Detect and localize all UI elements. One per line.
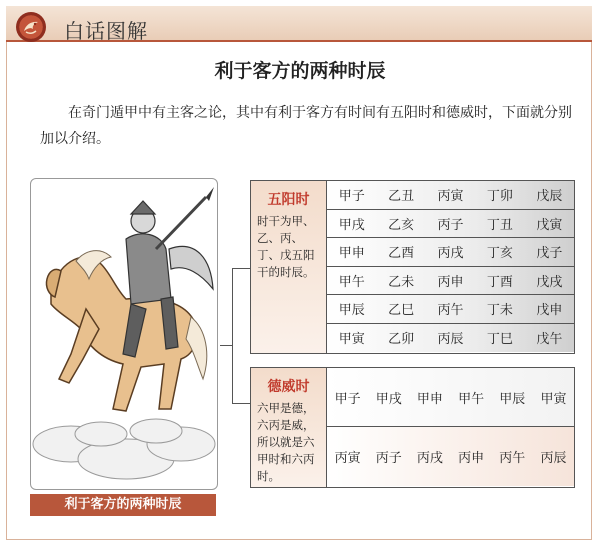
table-cell: 乙丑 [388,189,415,205]
table-cell: 丙寅 [437,189,464,205]
table-cell: 丁未 [486,303,513,319]
table-row [327,267,574,296]
table-cell: 乙卯 [388,332,415,348]
table-cell: 乙巳 [388,303,415,319]
table-cell: 甲子 [338,189,365,205]
table-cell: 丁巳 [486,332,513,348]
table-cell: 甲寅 [338,332,365,348]
table-cell: 甲寅 [540,391,567,407]
table-cell: 甲子 [334,391,361,407]
warrior-horse-illustration [30,178,218,490]
table-row [327,210,574,239]
table-cell: 丁酉 [486,274,513,290]
table-cell: 甲辰 [338,303,365,319]
table-cell: 甲午 [458,391,485,407]
table-cell: 乙酉 [388,246,415,262]
table-cell: 乙亥 [388,217,415,233]
table-cell: 戊寅 [536,217,563,233]
table-cell: 丙辰 [437,332,464,348]
connector-line [220,345,232,346]
table-cell: 戊子 [536,246,563,262]
wuyang-table [327,181,574,353]
wuyang-label-cell [251,181,327,353]
table-cell: 丙子 [437,217,464,233]
section-title: 白话图解 [64,19,148,43]
connector-line [232,268,233,403]
table-cell: 甲申 [416,391,443,407]
table-cell: 丙戌 [437,246,464,262]
table-row [327,295,574,324]
table-cell: 丙辰 [540,451,567,466]
header-bar [6,6,592,42]
dewei-label-cell [251,368,327,487]
table-cell: 乙未 [388,274,415,290]
dewei-description: 六甲是德，六丙是威，所以就是六甲时和六丙时。 [257,401,315,483]
table-cell: 甲申 [338,246,365,262]
table-row [327,238,574,267]
table-cell: 戊申 [536,303,563,319]
table-row [327,368,574,427]
table-cell: 丙午 [437,303,464,319]
wuyang-title: 五阳时 [267,192,310,208]
connector-line [232,403,250,404]
table-row [327,324,574,353]
table-cell: 戊戌 [536,274,563,290]
illustration-caption: 利于客方的两种时辰 [30,494,216,516]
table-cell: 丙申 [437,274,464,290]
table-cell: 丁丑 [486,217,513,233]
table-cell: 丙戌 [416,451,443,466]
dewei-panel [250,367,575,488]
phoenix-logo-icon [16,12,46,42]
table-cell: 丙申 [458,451,485,466]
table-cell: 丙午 [499,451,526,466]
intro-paragraph: 在奇门遁甲中有主客之论，其中有利于客方有时间有五阳时和德威时，下面就分别加以介绍。 [40,105,572,147]
dewei-table [327,368,574,487]
wuyang-description: 时干为甲、乙、丙、丁、戊五阳干的时辰。 [257,214,315,279]
table-cell: 甲午 [338,274,365,290]
table-row [327,181,574,210]
table-cell: 甲戌 [375,391,402,407]
wuyang-panel [250,180,575,354]
table-cell: 甲辰 [499,391,526,407]
table-cell: 丁卯 [486,189,513,205]
table-cell: 甲戌 [338,217,365,233]
table-cell: 戊辰 [536,189,563,205]
table-cell: 戊午 [536,332,563,348]
connector-line [232,268,250,269]
page-title: 利于客方的两种时辰 [214,60,386,82]
table-row [327,427,574,486]
table-cell: 丙子 [375,451,402,466]
dewei-title: 德威时 [267,379,310,395]
table-cell: 丁亥 [486,246,513,262]
table-cell: 丙寅 [334,451,361,466]
